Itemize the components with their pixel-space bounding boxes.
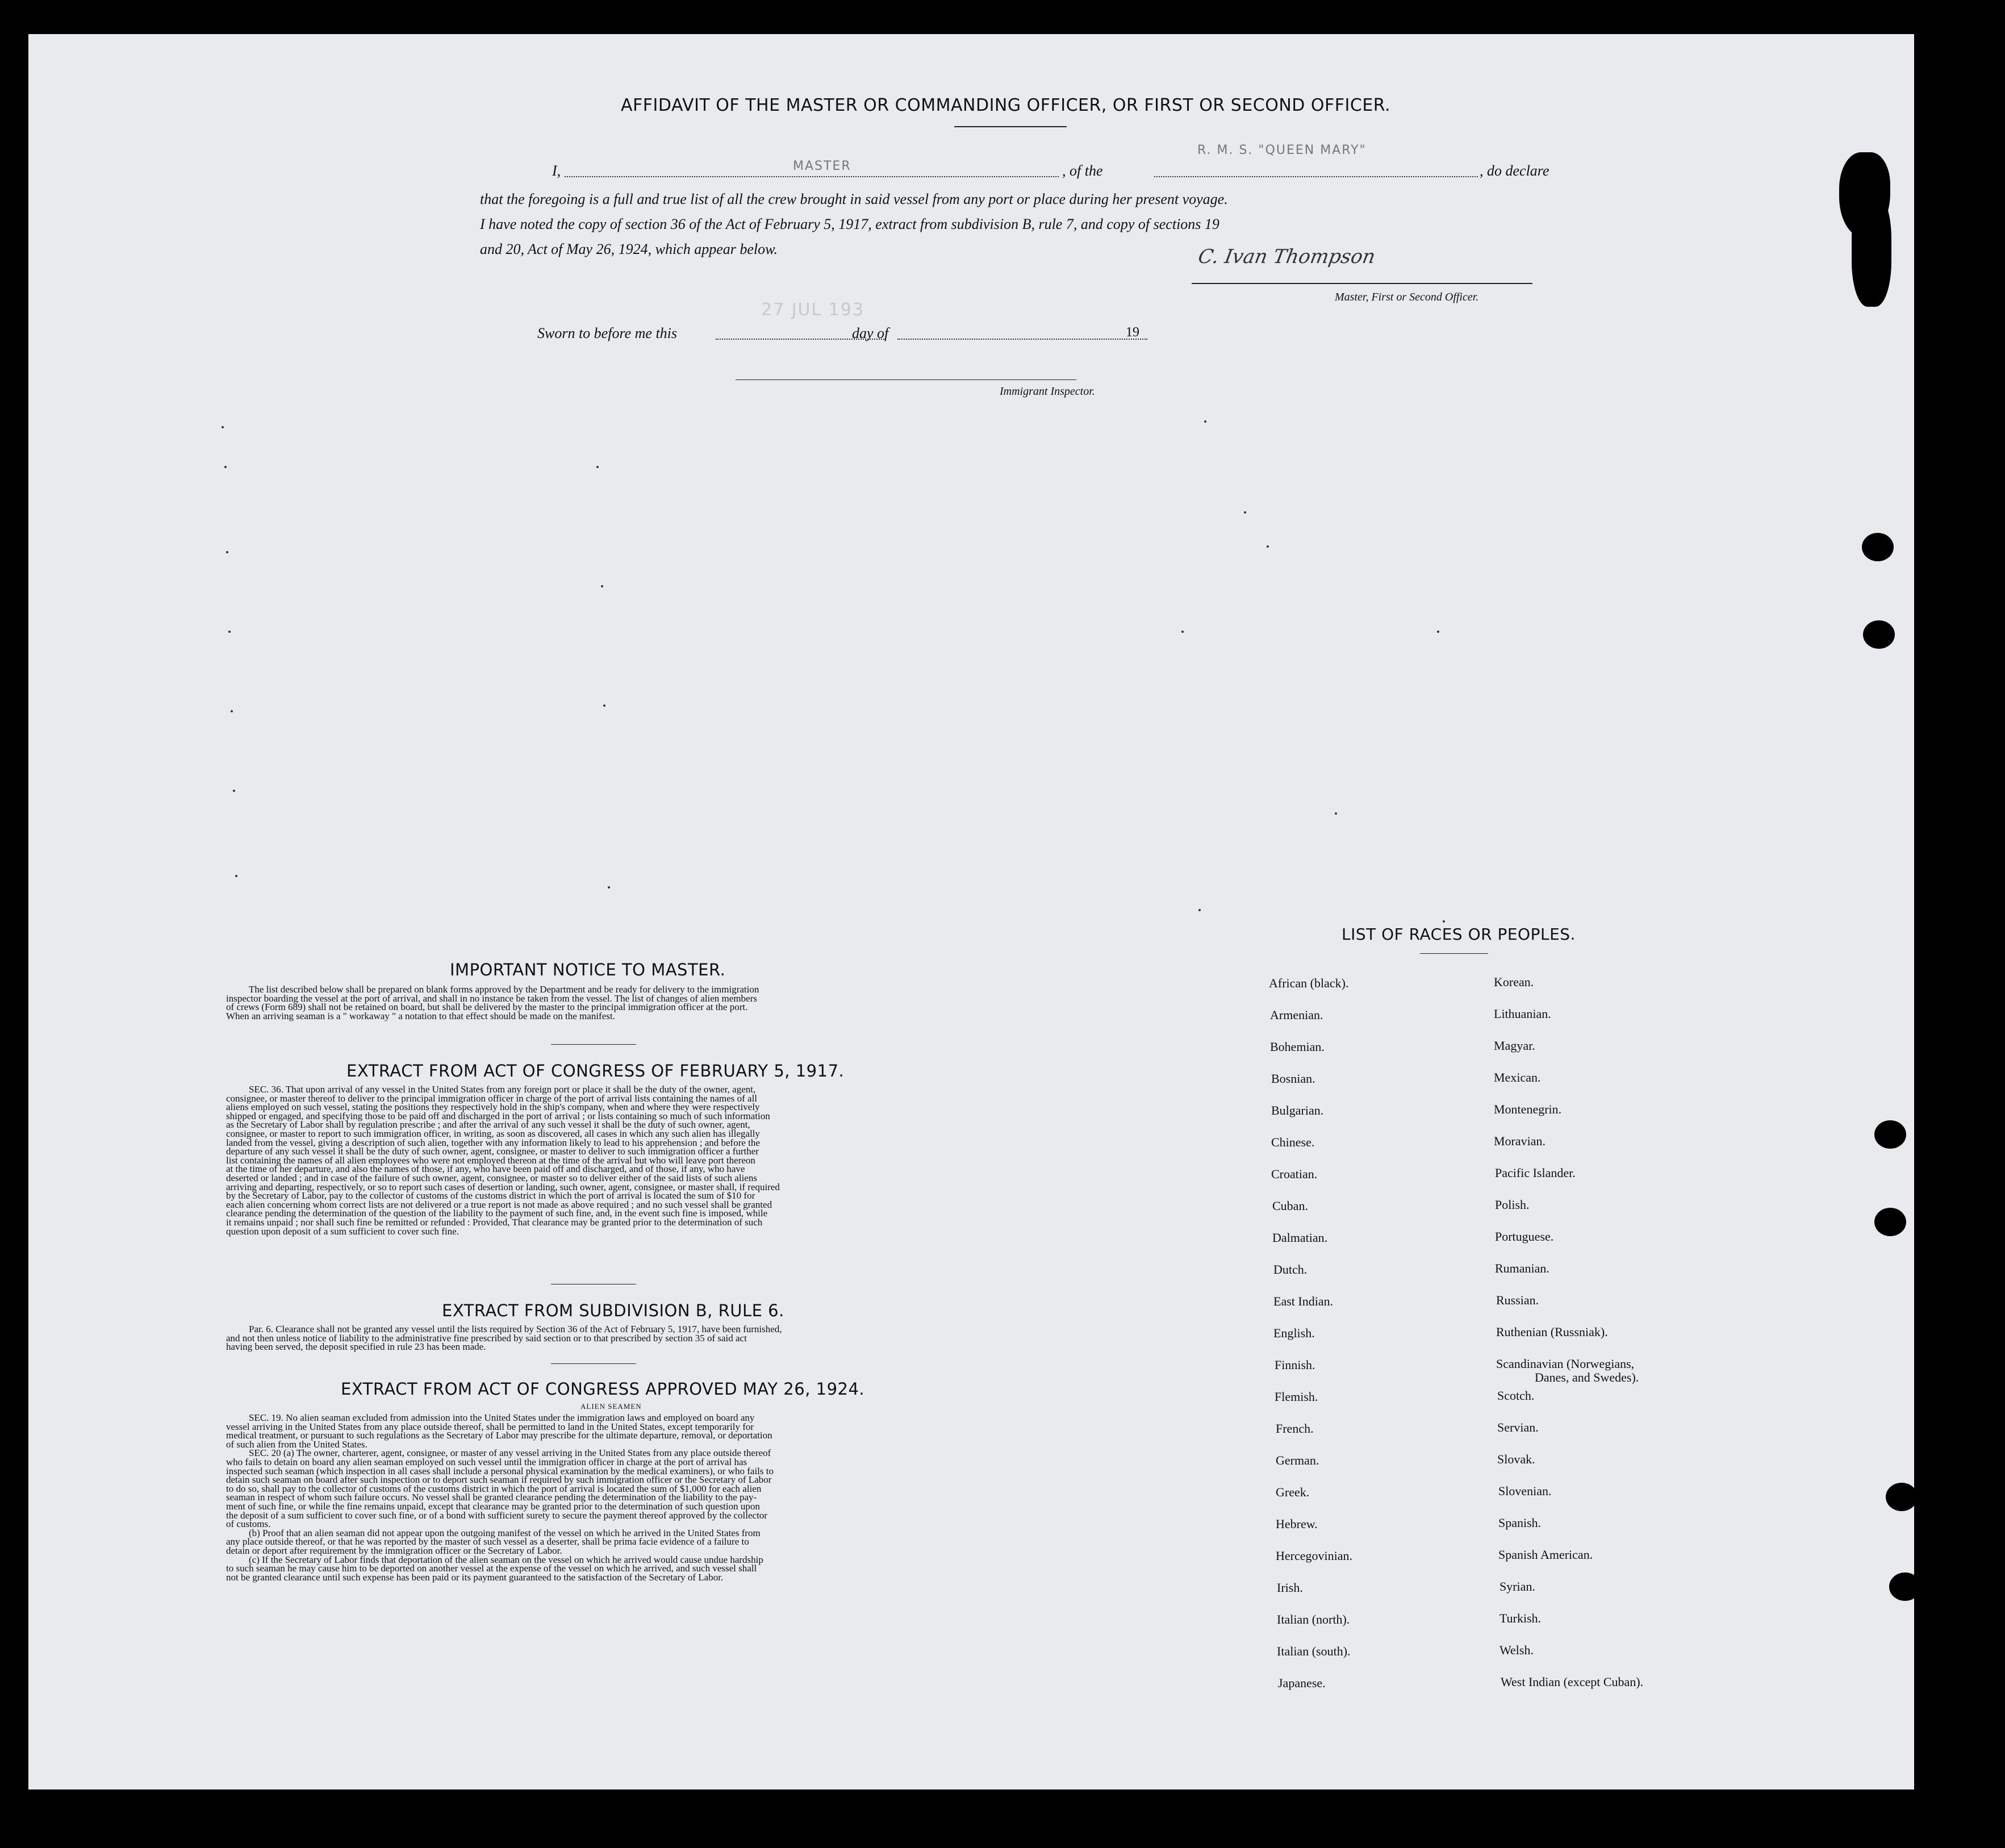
race-right: Montenegrin. bbox=[1494, 1102, 1562, 1116]
act-line: medical treatment, or pursuant to such regulations as the Secretary of Labor may prescribe for the ultimate departure, removal, or deportation bbox=[226, 1430, 772, 1441]
act-1924-body bbox=[226, 1413, 1004, 1582]
binder-hole bbox=[1863, 620, 1895, 649]
affidavit-line-4: and 20, Act of May 26, 1924, which appear below. bbox=[480, 241, 778, 257]
act-line: each alien concerning whom correct lists are not delivered or a true report is not made as above required ; and no such vessel shall be granted bbox=[226, 1199, 772, 1210]
act-line: list containing the names of all alien employees who were not employed thereon at the time of the arrival but who will leave port thereon bbox=[226, 1154, 755, 1166]
act-line: detain such seaman on board after such inspection or to deport such seaman if required by such immigration officer or the Secretary of Labor bbox=[226, 1474, 772, 1486]
act-line: vessel arriving in the United States from any place outside thereof, shall be permitted to land in the United States, except temporarily for bbox=[226, 1421, 754, 1432]
act-line: to do so, shall pay to the collector of customs of the customs district in which the port of arrival is located the sum of $1,000 for each alien bbox=[226, 1483, 762, 1494]
act-line: as the Secretary of Labor shall by regulation prescribe ; and after the arrival of any such vessel it shall be the duty of such owner, agent, bbox=[226, 1119, 750, 1131]
race-left: Irish. bbox=[1277, 1580, 1303, 1595]
act-line: shipped or engaged, and specifying those to be paid off and discharged in the port of arrival ; or lists containing so much of such information bbox=[226, 1110, 770, 1121]
binder-hole bbox=[1886, 1483, 1918, 1511]
act-line: consignee, or master thereof to deliver to the principal immigration officer in charge of the port of arrival lists containing the names of all bbox=[226, 1092, 758, 1104]
notice-line: inspector boarding the vessel at the port of arrival, and shall in no instance be taken from the vessel. The list of changes of alien members bbox=[226, 992, 757, 1004]
day-of-label: day of bbox=[852, 325, 889, 341]
race-left: East Indian. bbox=[1273, 1294, 1334, 1308]
subdiv-line: Par. 6. Clearance shall not be granted any vessel until the lists required by Section 36 of the Act of February 5, 1917, have been furnished, bbox=[249, 1324, 782, 1334]
act-line: arriving and departing, respectively, or so to report such cases of desertion or landing, such owner, agent, consignee, or master shall, if required bbox=[226, 1181, 780, 1192]
vessel-line bbox=[1154, 176, 1478, 177]
race-left: English. bbox=[1273, 1326, 1315, 1340]
act-line: aliens employed on such vessel, stating the positions they respectively hold in the ship's company, when and where they were respectively bbox=[226, 1102, 760, 1113]
act-1917-body bbox=[226, 1085, 1004, 1236]
act-line: inspected such seaman (which inspection in all cases shall include a personal physical examination by the medical examiners), or who fails to bbox=[226, 1465, 774, 1476]
race-left: Italian (south). bbox=[1277, 1644, 1351, 1658]
race-right-continued: Danes, and Swedes). bbox=[1535, 1370, 1639, 1384]
i-label: I, bbox=[552, 162, 561, 179]
race-right: Syrian. bbox=[1499, 1579, 1535, 1593]
title-underline bbox=[954, 126, 1067, 127]
race-left: Bulgarian. bbox=[1271, 1103, 1324, 1117]
binder-hole bbox=[1874, 1208, 1906, 1236]
act-line: of customs. bbox=[226, 1519, 271, 1530]
year-prefix: 19 bbox=[1126, 325, 1139, 340]
act-line: landed from the vessel, giving a description of such alien, together with any information likely to lead to his apprehension ; and before the bbox=[226, 1137, 760, 1148]
notice-line: The list described below shall be prepared on blank forms approved by the Department and be ready for delivery to the immigration bbox=[249, 984, 759, 995]
document-page bbox=[28, 34, 1914, 1789]
subdiv-line: having been served, the deposit specified in rule 23 has been made. bbox=[226, 1341, 486, 1353]
race-left: French. bbox=[1276, 1421, 1314, 1436]
subdiv-line: and not then unless notice of liability to the administrative fine prescribed by said section or to that prescribed by section 35 of said act bbox=[226, 1332, 747, 1344]
act-line: to such seaman he may cause him to be deported on another vessel at the expense of the vessel on which he arrived, and such vessel shall bbox=[226, 1563, 757, 1574]
do-declare-label: , do declare bbox=[1480, 162, 1549, 179]
races-underline bbox=[1420, 953, 1488, 954]
race-right: Russian. bbox=[1496, 1293, 1539, 1307]
race-left: Hebrew. bbox=[1276, 1517, 1318, 1531]
race-right: Polish. bbox=[1495, 1198, 1530, 1212]
act-line: seaman in respect of whom such failure occurs. No vessel shall be granted clearance pending the determination of the liability to the pay- bbox=[226, 1492, 757, 1503]
binder-hole bbox=[1862, 533, 1894, 561]
name-line bbox=[565, 176, 1059, 177]
act-line: SEC. 36. That upon arrival of any vessel in the United States from any foreign port or place it shall be the duty of the owner, agent, bbox=[249, 1084, 756, 1095]
race-left: Japanese. bbox=[1278, 1676, 1326, 1690]
race-right: Spanish. bbox=[1498, 1516, 1542, 1530]
race-left: Finnish. bbox=[1275, 1358, 1315, 1372]
race-left: Italian (north). bbox=[1277, 1612, 1350, 1626]
signature-line bbox=[1192, 283, 1532, 284]
act-line: consignee, or master to report to such immigration officer, in writing, as soon as discovered, all cases in which any such alien has illegally bbox=[226, 1128, 760, 1139]
act-line: (c) If the Secretary of Labor finds that deportation of the alien seaman on the vessel on which he arrived would cause undue hardship bbox=[249, 1554, 763, 1565]
race-right: Magyar. bbox=[1494, 1038, 1535, 1053]
race-left: Greek. bbox=[1276, 1485, 1310, 1499]
master-signature: C. Ivan Thompson bbox=[1196, 245, 1377, 268]
binder-hole bbox=[1874, 1120, 1906, 1149]
race-left: Hercegovinian. bbox=[1276, 1549, 1352, 1563]
inspector-caption: Immigrant Inspector. bbox=[1000, 385, 1095, 398]
act-1924-title: EXTRACT FROM ACT OF CONGRESS APPROVED MAY 26, 1924. bbox=[341, 1379, 865, 1399]
act-line: deserted or landed ; and in case of the failure of such owner, agent, consignee, or master so to deliver either of the said lists of such aliens bbox=[226, 1172, 757, 1183]
divider bbox=[551, 1044, 636, 1045]
act-line: ment of such fine, or while the fine remains unpaid, except that clearance may be granted prior to the determination of such question upon bbox=[226, 1500, 760, 1512]
race-right: Scandinavian (Norwegians, bbox=[1496, 1357, 1635, 1371]
races-title: LIST OF RACES OR PEOPLES. bbox=[1342, 925, 1576, 944]
race-left: Dalmatian. bbox=[1272, 1230, 1328, 1245]
act-line: any place outside thereof, or that he was reported by the master of such vessel as a deserter, shall be prima facie evidence of a failure to bbox=[226, 1536, 749, 1547]
race-right: Slovak. bbox=[1497, 1452, 1535, 1466]
affidavit-title: AFFIDAVIT OF THE MASTER OR COMMANDING OFFICER, OR FIRST OR SECOND OFFICER. bbox=[621, 95, 1391, 115]
divider bbox=[551, 1363, 636, 1364]
race-right: Pacific Islander. bbox=[1495, 1166, 1576, 1180]
notice-line: When an arriving seaman is a " workaway " a notation to that effect should be made on the manifest. bbox=[226, 1010, 615, 1021]
subdiv-b-body bbox=[226, 1325, 1004, 1351]
race-right: Turkish. bbox=[1499, 1611, 1542, 1625]
race-left: Dutch. bbox=[1273, 1262, 1308, 1277]
act-line: who fails to detain on board any alien seaman employed on such vessel until the immigration officer in charge at the port of arrival has bbox=[226, 1456, 747, 1467]
race-right: Mexican. bbox=[1494, 1070, 1541, 1084]
act-line: (b) Proof that an alien seaman did not appear upon the outgoing manifest of the vessel on which he arrived in the United States from bbox=[249, 1527, 761, 1538]
act-line: SEC. 19. No alien seaman excluded from admission into the United States under the immigration laws and employed on board any bbox=[249, 1412, 755, 1423]
race-right: Slovenian. bbox=[1498, 1484, 1552, 1498]
race-right: Scotch. bbox=[1497, 1388, 1535, 1403]
race-right: Welsh. bbox=[1499, 1643, 1534, 1657]
act-line: not be granted clearance until such expense has been paid or its payment guaranteed to the satisfaction of the Secretary of Labor. bbox=[226, 1571, 724, 1583]
affidavit-line-2: that the foregoing is a full and true list of all the crew brought in said vessel from any port or place during her present voyage. bbox=[480, 191, 1228, 207]
date-stamp: 27 JUL 193 bbox=[761, 300, 865, 320]
notice-title: IMPORTANT NOTICE TO MASTER. bbox=[450, 960, 726, 979]
act-line: detain or deport after requirement by the immigration officer or the Secretary of Labor. bbox=[226, 1545, 562, 1556]
race-right: Moravian. bbox=[1494, 1134, 1546, 1148]
act-line: at the time of her departure, and also the names of those, if any, who have been paid off and discharged, and of those, if any, who have bbox=[226, 1163, 745, 1175]
act-line: the deposit of a sum sufficient to cover such fine, or of a bond with sufficient surety to secure the payment thereof approved by the collector bbox=[226, 1509, 767, 1521]
subdiv-b-title: EXTRACT FROM SUBDIVISION B, RULE 6. bbox=[442, 1301, 784, 1320]
race-right: Spanish American. bbox=[1498, 1547, 1593, 1562]
binder-hole bbox=[1889, 1572, 1921, 1601]
act-line: question upon deposit of a sum sufficient to cover such fine. bbox=[226, 1225, 459, 1237]
vessel-filled: R. M. S. "QUEEN MARY" bbox=[1197, 143, 1367, 157]
act-line: clearance pending the determination of the question of the liability to the payment of such fine, and, in the event such fine is imposed, while bbox=[226, 1208, 768, 1219]
notice-body bbox=[226, 985, 1004, 1020]
act-1924-subtitle: ALIEN SEAMEN bbox=[580, 1402, 642, 1411]
race-right: Korean. bbox=[1494, 975, 1534, 989]
race-right: Ruthenian (Russniak). bbox=[1496, 1325, 1608, 1339]
race-left: Bohemian. bbox=[1270, 1040, 1325, 1054]
race-right: Servian. bbox=[1497, 1420, 1539, 1434]
race-left: Bosnian. bbox=[1271, 1071, 1315, 1086]
race-left: Cuban. bbox=[1272, 1199, 1308, 1213]
name-filled: MASTER bbox=[793, 159, 851, 173]
race-right: Rumanian. bbox=[1495, 1261, 1549, 1275]
inspector-line bbox=[736, 379, 1076, 380]
act-1917-title: EXTRACT FROM ACT OF CONGRESS OF FEBRUARY 5, 1917. bbox=[346, 1061, 845, 1081]
act-line: it remains unpaid ; nor shall such fine be remitted or refunded : Provided, That clearance may be granted prior to the determination of such bbox=[226, 1216, 763, 1228]
of-the-label: , of the bbox=[1062, 162, 1103, 179]
act-line: of such alien from the United States. bbox=[226, 1438, 367, 1450]
race-left: African (black). bbox=[1269, 976, 1349, 990]
race-left: Croatian. bbox=[1271, 1167, 1318, 1181]
month-line bbox=[897, 339, 1147, 340]
paper-damage bbox=[1852, 193, 1891, 307]
race-left: Chinese. bbox=[1271, 1135, 1315, 1149]
notice-line: of crews (Form 689) shall not be retained on board, but shall be delivered by the master to the principal immigration officer at the port. bbox=[226, 1002, 748, 1013]
act-line: departure of any such vessel it shall be the duty of such owner, agent, consignee, or master to deliver to such immigration officer a further bbox=[226, 1146, 759, 1157]
race-left: Armenian. bbox=[1270, 1008, 1323, 1022]
race-left: Flemish. bbox=[1275, 1390, 1318, 1404]
act-line: by the Secretary of Labor, pay to the collector of customs of the customs district in which the port of arrival is located the sum of $10 for bbox=[226, 1190, 755, 1202]
race-right: West Indian (except Cuban). bbox=[1501, 1675, 1644, 1689]
affidavit-line-3: I have noted the copy of section 36 of the Act of February 5, 1917, extract from subdivision B, rule 7, and copy of sections 19 bbox=[480, 216, 1219, 232]
act-line: SEC. 20 (a) The owner, charterer, agent, consignee, or master of any vessel arriving in the United States from any place outside thereof bbox=[249, 1447, 771, 1459]
signature-caption: Master, First or Second Officer. bbox=[1335, 291, 1479, 303]
race-right: Lithuanian. bbox=[1494, 1007, 1551, 1021]
sworn-label: Sworn to before me this bbox=[537, 325, 678, 341]
race-right: Portuguese. bbox=[1495, 1229, 1554, 1244]
race-left: German. bbox=[1276, 1453, 1319, 1467]
